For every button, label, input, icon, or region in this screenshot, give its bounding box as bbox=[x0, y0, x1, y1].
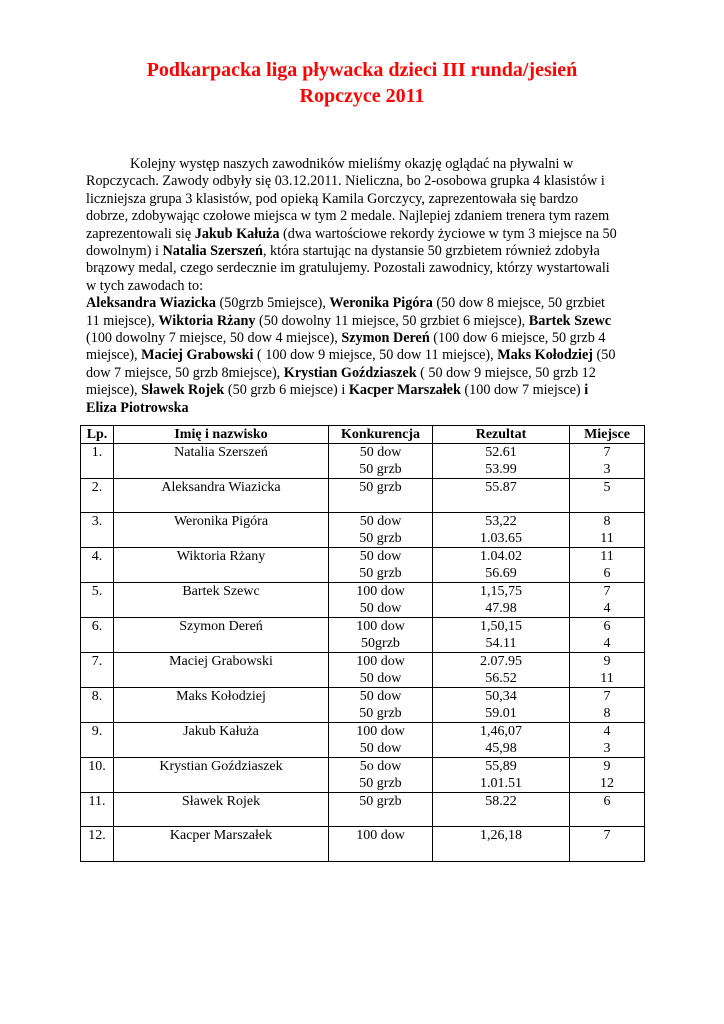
cell-result-value: 47.98 bbox=[485, 601, 517, 616]
paragraph-text: ( 100 dow 9 miejsce, 50 dow 11 miejsce), bbox=[253, 347, 498, 364]
cell-event bbox=[329, 793, 433, 827]
paragraph-line bbox=[86, 278, 648, 295]
table-row bbox=[81, 513, 645, 548]
paragraph-line bbox=[86, 382, 648, 399]
table-row bbox=[81, 583, 645, 618]
paragraph-text: (50 bbox=[593, 347, 616, 364]
paragraph-line bbox=[86, 400, 648, 417]
cell-event-value: 100 dow bbox=[356, 828, 405, 843]
cell-result bbox=[433, 618, 570, 653]
athlete-name: Krystian Goździaszek bbox=[283, 364, 417, 381]
cell-lp: 8. bbox=[81, 688, 114, 723]
cell-place bbox=[570, 444, 645, 479]
cell-name: Jakub Kałuża bbox=[114, 723, 329, 758]
cell-event bbox=[329, 827, 433, 862]
cell-event bbox=[329, 688, 433, 723]
cell-name: Wiktoria Rżany bbox=[114, 548, 329, 583]
cell-name: Sławek Rojek bbox=[114, 793, 329, 827]
cell-event-value: 100 dow bbox=[356, 654, 405, 669]
cell-place bbox=[570, 479, 645, 513]
cell-place-value: 5 bbox=[603, 480, 611, 495]
cell-place-value: 11 bbox=[600, 671, 614, 686]
cell-place-value: 8 bbox=[603, 706, 611, 721]
article-paragraph bbox=[86, 156, 648, 417]
cell-event-value: 50 grzb bbox=[359, 566, 402, 581]
cell-result-value: 1,46,07 bbox=[480, 724, 522, 739]
cell-event-value: 100 dow bbox=[356, 724, 405, 739]
paragraph-text: (100 dowolny 7 miejsce, 50 dow 4 miejsce), bbox=[86, 330, 342, 347]
cell-result-value: 53,22 bbox=[485, 514, 517, 529]
table-row bbox=[81, 758, 645, 793]
cell-name: Maks Kołodziej bbox=[114, 688, 329, 723]
cell-event-value: 50 grzb bbox=[359, 480, 402, 495]
cell-name: Szymon Dereń bbox=[114, 618, 329, 653]
cell-result-value: 2.07.95 bbox=[480, 654, 522, 669]
cell-result-value: 56.69 bbox=[485, 566, 517, 581]
paragraph-text: (dwa wartościowe rekordy życiowe w tym 3 miejsce na 50 bbox=[279, 225, 617, 242]
paragraph-text: , która startując na dystansie 50 grzbietem również zdobyła bbox=[262, 243, 600, 260]
cell-event-value: 50 grzb bbox=[359, 531, 402, 546]
cell-name: Kacper Marszałek bbox=[114, 827, 329, 862]
cell-place-value: 8 bbox=[603, 514, 611, 529]
cell-event-value: 5o dow bbox=[359, 759, 402, 774]
cell-name: Natalia Szerszeń bbox=[114, 444, 329, 479]
cell-place-value: 9 bbox=[603, 759, 611, 774]
cell-result bbox=[433, 653, 570, 688]
cell-place-value: 6 bbox=[603, 794, 611, 809]
cell-place bbox=[570, 688, 645, 723]
cell-place bbox=[570, 723, 645, 758]
table-row bbox=[81, 548, 645, 583]
cell-event-value: 50 grzb bbox=[359, 794, 402, 809]
athlete-name: Kacper Marszałek bbox=[348, 382, 461, 399]
cell-result-value: 50,34 bbox=[485, 689, 517, 704]
cell-result-value: 1,50,15 bbox=[480, 619, 522, 634]
paragraph-text: dobrze, zdobywając czołowe miejsca w tym 2 medale. Najlepiej zdaniem trenera tym razem bbox=[86, 208, 610, 225]
cell-place-value: 7 bbox=[603, 584, 611, 599]
cell-name: Aleksandra Wiazicka bbox=[114, 479, 329, 513]
cell-result-value: 54.11 bbox=[485, 636, 517, 651]
paragraph-text: (100 dow 6 miejsce, 50 grzb 4 bbox=[429, 330, 606, 347]
paragraph-line bbox=[86, 260, 648, 277]
paragraph-text: (50 dowolny 11 miejsce, 50 grzbiet 6 miejsce), bbox=[255, 312, 529, 329]
cell-result-value: 56.52 bbox=[485, 671, 517, 686]
athlete-name: Szymon Dereń bbox=[341, 330, 430, 347]
cell-result bbox=[433, 583, 570, 618]
cell-lp: 3. bbox=[81, 513, 114, 548]
cell-event-value: 50 dow bbox=[359, 445, 402, 460]
cell-event-value: 50 dow bbox=[359, 549, 402, 564]
cell-result-value: 1.01.51 bbox=[480, 776, 522, 791]
cell-result bbox=[433, 548, 570, 583]
cell-lp: 6. bbox=[81, 618, 114, 653]
athlete-name: Aleksandra Wiazicka bbox=[86, 295, 216, 312]
paragraph-line bbox=[86, 173, 648, 190]
cell-result-value: 45,98 bbox=[485, 741, 517, 756]
cell-result-value: 1,26,18 bbox=[480, 828, 522, 843]
paragraph-text: dow 7 miejsce, 50 grzb 8miejsce), bbox=[86, 364, 284, 381]
paragraph-text: Kolejny występ naszych zawodników mieliśmy okazję oglądać na pływalni w bbox=[130, 156, 574, 172]
cell-result-value: 55,89 bbox=[485, 759, 517, 774]
results-table bbox=[80, 425, 645, 862]
cell-place bbox=[570, 827, 645, 862]
cell-event bbox=[329, 758, 433, 793]
header-lp: Lp. bbox=[81, 426, 114, 444]
cell-event-value: 50 dow bbox=[359, 671, 402, 686]
header-event: Konkurencja bbox=[329, 426, 433, 444]
cell-lp: 10. bbox=[81, 758, 114, 793]
cell-event bbox=[329, 653, 433, 688]
table-row bbox=[81, 618, 645, 653]
cell-result bbox=[433, 513, 570, 548]
paragraph-text: w tych zawodach to: bbox=[86, 277, 204, 294]
paragraph-line bbox=[86, 226, 648, 243]
cell-result bbox=[433, 793, 570, 827]
paragraph-text: 11 miejsce), bbox=[86, 312, 159, 329]
cell-place-value: 12 bbox=[600, 776, 614, 791]
cell-result bbox=[433, 758, 570, 793]
cell-event-value: 50 dow bbox=[359, 741, 402, 756]
header-place: Miejsce bbox=[570, 426, 645, 444]
cell-result-value: 1,15,75 bbox=[480, 584, 522, 599]
cell-event bbox=[329, 723, 433, 758]
cell-place-value: 3 bbox=[603, 741, 611, 756]
cell-place-value: 6 bbox=[603, 566, 611, 581]
cell-lp: 5. bbox=[81, 583, 114, 618]
athlete-name: Eliza Piotrowska bbox=[86, 399, 189, 416]
cell-place-value: 11 bbox=[600, 531, 614, 546]
paragraph-line bbox=[86, 243, 648, 260]
cell-place-value: 6 bbox=[603, 619, 611, 634]
cell-event bbox=[329, 583, 433, 618]
athlete-name: i bbox=[584, 382, 589, 399]
cell-event-value: 50 grzb bbox=[359, 462, 402, 477]
cell-lp: 12. bbox=[81, 827, 114, 862]
cell-place bbox=[570, 618, 645, 653]
athlete-name: Natalia Szerszeń bbox=[162, 243, 263, 260]
cell-event bbox=[329, 618, 433, 653]
header-name: Imię i nazwisko bbox=[114, 426, 329, 444]
paragraph-line bbox=[86, 208, 648, 225]
paragraph-text: liczniejsza grupa 3 klasistów, pod opieką Kamila Gorczycy, zaprezentowała się bardzo bbox=[86, 190, 579, 207]
cell-event bbox=[329, 548, 433, 583]
cell-result-value: 1.04.02 bbox=[480, 549, 522, 564]
paragraph-text: dowolnym) i bbox=[86, 243, 163, 260]
paragraph-text: Ropczycach. Zawody odbyły się 03.12.2011. Nieliczna, bo 2-osobowa grupka 4 klasistów i bbox=[86, 173, 605, 190]
cell-event bbox=[329, 479, 433, 513]
paragraph-line bbox=[86, 313, 648, 330]
paragraph-text: (50grzb 5miejsce), bbox=[215, 295, 330, 312]
cell-result bbox=[433, 688, 570, 723]
paragraph-line bbox=[86, 156, 648, 173]
cell-event-value: 100 dow bbox=[356, 584, 405, 599]
cell-place bbox=[570, 758, 645, 793]
cell-result-value: 53.99 bbox=[485, 462, 517, 477]
paragraph-text: zaprezentowali się bbox=[86, 225, 195, 242]
document-title: Podkarpacka liga pływacka dzieci III runda/jesień bbox=[146, 59, 578, 81]
cell-place-value: 4 bbox=[603, 601, 611, 616]
cell-place-value: 7 bbox=[603, 828, 611, 843]
cell-result-value: 55.87 bbox=[485, 480, 517, 495]
paragraph-text: (100 dow 7 miejsce) bbox=[460, 382, 585, 399]
table-row bbox=[81, 444, 645, 479]
cell-place-value: 11 bbox=[600, 549, 614, 564]
athlete-name: Bartek Szewc bbox=[528, 312, 612, 329]
cell-event-value: 50grzb bbox=[361, 636, 400, 651]
cell-place bbox=[570, 548, 645, 583]
table-row bbox=[81, 479, 645, 513]
table-row bbox=[81, 653, 645, 688]
cell-event bbox=[329, 444, 433, 479]
cell-result-value: 59.01 bbox=[485, 706, 517, 721]
cell-event-value: 50 grzb bbox=[359, 776, 402, 791]
cell-event-value: 50 dow bbox=[359, 514, 402, 529]
cell-event-value: 50 dow bbox=[359, 601, 402, 616]
document-subtitle: Ropczyce 2011 bbox=[299, 85, 425, 107]
cell-name: Bartek Szewc bbox=[114, 583, 329, 618]
paragraph-line bbox=[86, 347, 648, 364]
paragraph-line bbox=[86, 365, 648, 382]
cell-place bbox=[570, 653, 645, 688]
athlete-name: Jakub Kałuża bbox=[194, 225, 280, 242]
cell-lp: 2. bbox=[81, 479, 114, 513]
cell-event-value: 100 dow bbox=[356, 619, 405, 634]
athlete-name: Wiktoria Rżany bbox=[158, 312, 256, 329]
table-row bbox=[81, 793, 645, 827]
athlete-name: Maks Kołodziej bbox=[497, 347, 593, 364]
paragraph-text: (50 dow 8 miejsce, 50 grzbiet bbox=[432, 295, 605, 312]
cell-result bbox=[433, 827, 570, 862]
paragraph-text: miejsce), bbox=[86, 347, 142, 364]
cell-result-value: 52.61 bbox=[485, 445, 517, 460]
cell-name: Maciej Grabowski bbox=[114, 653, 329, 688]
paragraph-line bbox=[86, 330, 648, 347]
cell-result-value: 1.03.65 bbox=[480, 531, 522, 546]
cell-lp: 11. bbox=[81, 793, 114, 827]
paragraph-text: brązowy medal, czego serdecznie im gratulujemy. Pozostali zawodnicy, którzy wystartowali bbox=[86, 260, 610, 277]
cell-name: Weronika Pigóra bbox=[114, 513, 329, 548]
paragraph-line bbox=[86, 295, 648, 312]
cell-result bbox=[433, 444, 570, 479]
table-row bbox=[81, 723, 645, 758]
cell-place bbox=[570, 793, 645, 827]
paragraph-line bbox=[86, 191, 648, 208]
cell-result bbox=[433, 479, 570, 513]
paragraph-text: (50 grzb 6 miejsce) i bbox=[224, 382, 349, 399]
cell-event-value: 50 dow bbox=[359, 689, 402, 704]
cell-lp: 4. bbox=[81, 548, 114, 583]
cell-lp: 1. bbox=[81, 444, 114, 479]
cell-name: Krystian Goździaszek bbox=[114, 758, 329, 793]
paragraph-text: ( 50 dow 9 miejsce, 50 grzb 12 bbox=[416, 364, 596, 381]
athlete-name: Sławek Rojek bbox=[141, 382, 225, 399]
cell-result bbox=[433, 723, 570, 758]
cell-place-value: 4 bbox=[603, 724, 611, 739]
cell-place bbox=[570, 513, 645, 548]
cell-place-value: 4 bbox=[603, 636, 611, 651]
cell-lp: 9. bbox=[81, 723, 114, 758]
athlete-name: Weronika Pigóra bbox=[329, 295, 433, 312]
header-result: Rezultat bbox=[433, 426, 570, 444]
cell-place bbox=[570, 583, 645, 618]
cell-place-value: 3 bbox=[603, 462, 611, 477]
cell-event bbox=[329, 513, 433, 548]
table-row bbox=[81, 688, 645, 723]
cell-place-value: 7 bbox=[603, 445, 611, 460]
athlete-name: Maciej Grabowski bbox=[141, 347, 254, 364]
paragraph-text: miejsce), bbox=[86, 382, 142, 399]
table-header-row bbox=[81, 426, 645, 444]
cell-place-value: 7 bbox=[603, 689, 611, 704]
table-row bbox=[81, 827, 645, 862]
cell-event-value: 50 grzb bbox=[359, 706, 402, 721]
cell-place-value: 9 bbox=[603, 654, 611, 669]
cell-lp: 7. bbox=[81, 653, 114, 688]
cell-result-value: 58.22 bbox=[485, 794, 517, 809]
